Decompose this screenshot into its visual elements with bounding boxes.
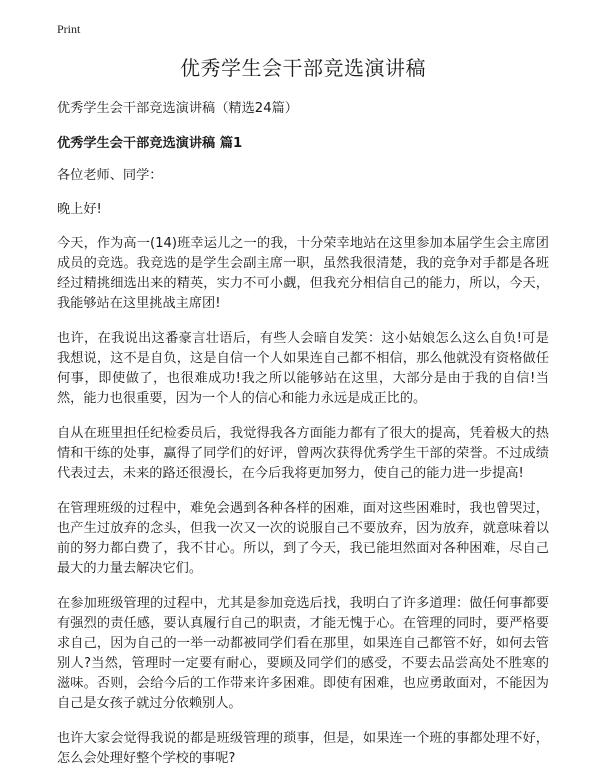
paragraph-greeting: 各位老师、同学： [57,168,163,183]
paragraph-salutation: 晚上好! [57,202,102,217]
paragraph: 在参加班级管理的过程中，尤其是参加竞选后找，我明白了许多道理：做任何事都要有强烈的责任感，要认真履行自己的职责，才能无愧于心。在管理的同时，要严格要求自己，因为自己的一举一动都被同学们看在那里，如果连自己都管不好，如何去管别人?当然，管理时一定要有耐心，要顾及同学们的感受，不要去品尝高处不胜寒的滋味。否则，会给今后的工作带来许多困难。即使有困难，也应勇敢面对，不能因为自己是女孩子就过分依赖别人。 [57,596,549,711]
paragraph: 今天，作为高一(14)班幸运儿之一的我，十分荣幸地站在这里参加本届学生会主席团成员的竞选。我竞选的是学生会副主席一职，虽然我很清楚，我的竞争对手都是各班经过精挑细选出来的精英，实力不可小觑，但我充分相信自己的能力，所以，今天，我能够站在这里挑战主席团! [57,236,549,311]
paragraph: 自从在班里担任纪检委员后，我觉得我各方面能力都有了很大的提高，凭着极大的热情和干练的处事，赢得了同学们的好评，曾两次获得优秀学生干部的荣誉。不过成绩代表过去，未来的路还很漫长，在今后我将更加努力，使自己的能力进一步提高! [57,426,549,481]
paragraph: 也许大家会觉得我说的都是班级管理的琐事，但是，如果连一个班的事都处理不好，怎么会处理好整个学校的事呢? [57,731,549,766]
paragraph: 在管理班级的过程中，难免会遇到各种各样的困难，面对这些困难时，我也曾哭过，也产生过放弃的念头，但我一次又一次的说服自己不要放弃，因为放弃，就意味着以前的努力都白费了，我不甘心。所以，到了今天，我已能坦然面对各种困难，尽自己最大的力量去解决它们。 [57,501,549,576]
document-body [57,52,549,784]
paragraph: 也许，在我说出这番豪言壮语后，有些人会暗自发笑：这小姑娘怎么这么自负!可是我想说，这不是自负，这是自信一个人如果连自己都不相信，那么他就没有资格做任何事，即使做了，也很难成功!我之所以能够站在这里，大部分是由于我的自信!当然，能力也很重要，因为一个人的信心和能力永远是成正比的。 [57,331,549,406]
document-title: 优秀学生会干部竞选演讲稿 [180,56,426,80]
print-link[interactable]: Print [57,22,81,36]
document-subtitle: 优秀学生会干部竞选演讲稿（精选24篇） [57,101,298,116]
article-heading: 优秀学生会干部竞选演讲稿 篇1 [57,136,243,151]
